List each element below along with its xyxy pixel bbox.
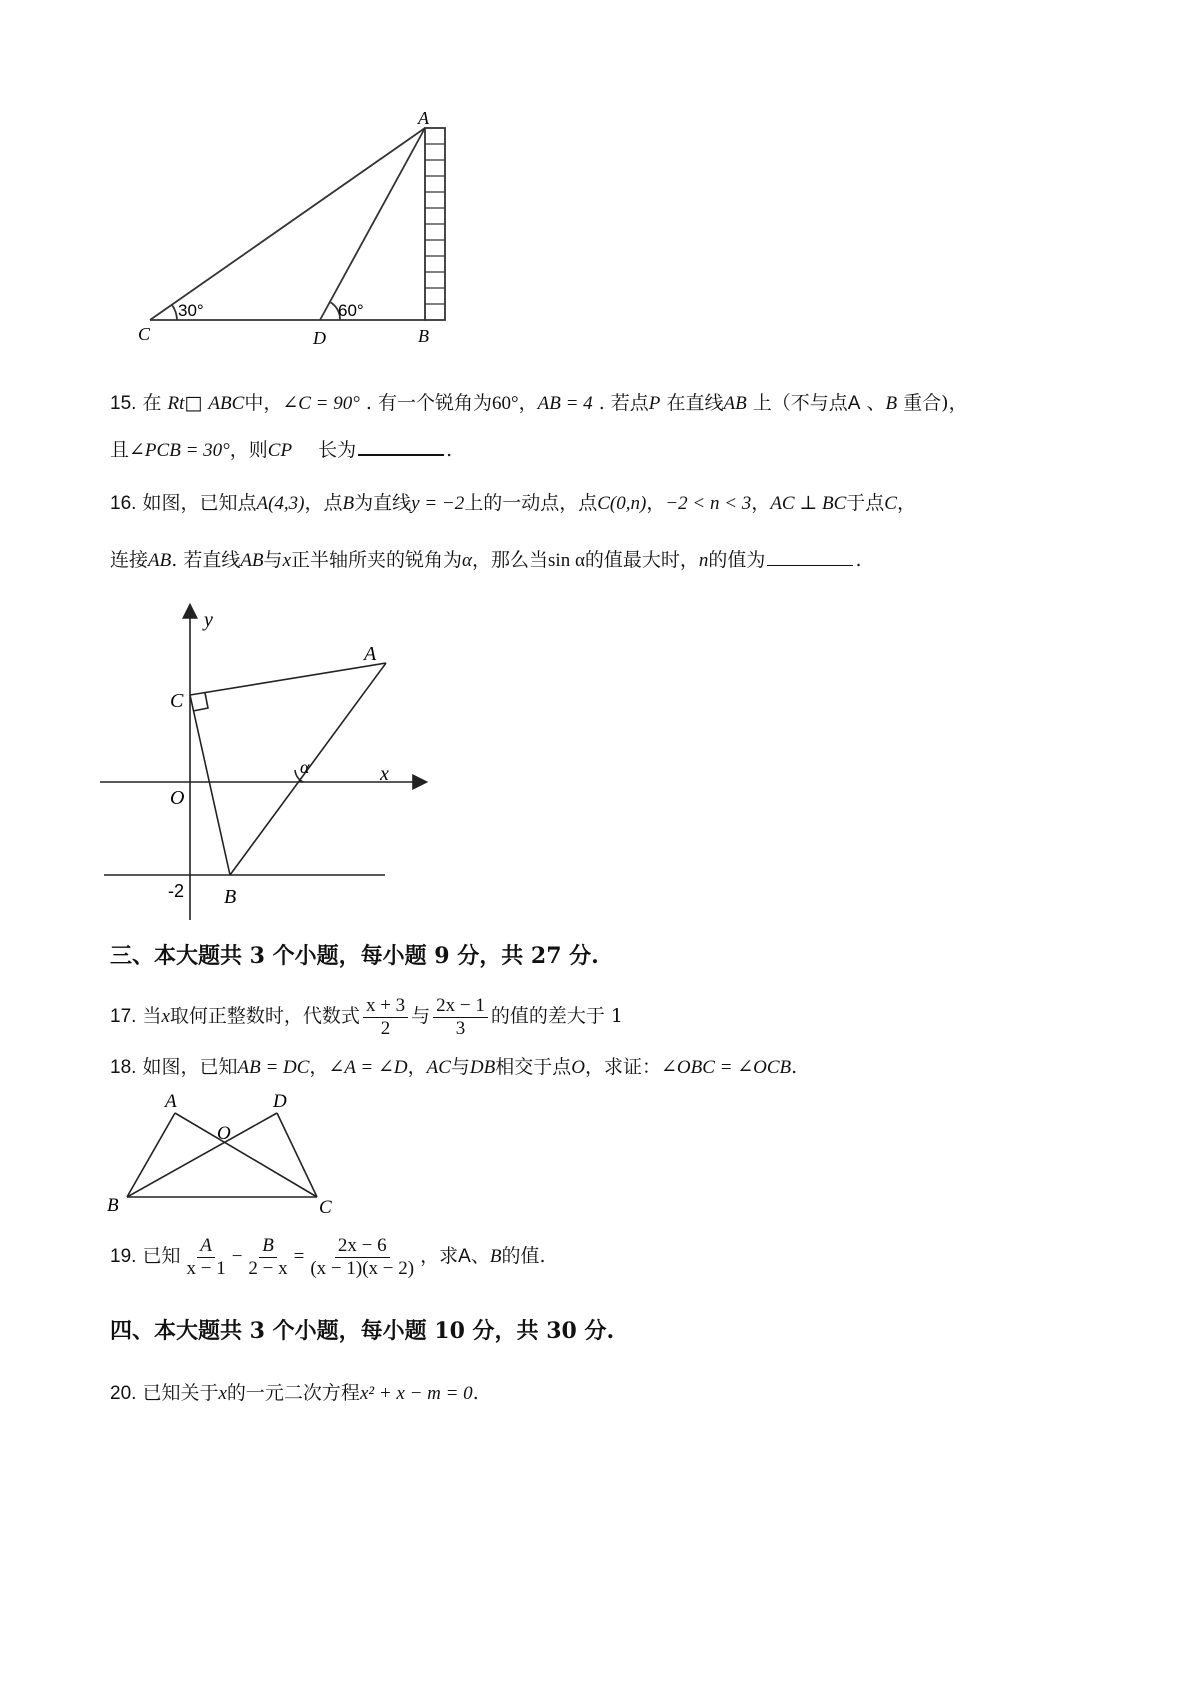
label-a: A <box>364 643 377 665</box>
segment-ac <box>175 1113 317 1197</box>
label-x: x <box>380 763 389 785</box>
label-y: y <box>204 609 213 631</box>
question-20: 20. 已知关于x的一元二次方程x² + x − m = 0. <box>110 1382 479 1404</box>
label-a: A <box>418 108 429 128</box>
question-15-line-1: 15. 在 Rt□ ABC中，∠C = 90° . 有一个锐角为60°，AB = 4 . 若点P 在直线AB 上（不与点A 、B 重合)， <box>110 392 968 414</box>
label-b: B <box>107 1195 119 1215</box>
label-c: C <box>170 690 184 712</box>
question-16-line-2: 连接AB. 若直线AB与x正半轴所夹的锐角为α，那么当sin α的值最大时，n的值为 . <box>110 549 862 571</box>
label-o: O <box>170 787 185 809</box>
fraction-a: $\frac{A}{x - 1}$ <box>186 1234 226 1279</box>
label-alpha: α <box>300 757 310 777</box>
answer-blank-15[interactable] <box>358 436 444 456</box>
label-o: O <box>217 1123 231 1144</box>
figure-15-triangle <box>120 108 460 348</box>
label-d: D <box>313 328 326 348</box>
angle-30-label: 30° <box>178 301 204 320</box>
figure-16-coordinate-plane <box>100 600 440 920</box>
right-angle-marker <box>193 693 208 711</box>
fraction-rhs: $\frac{2x - 6}{(x - 1)(x - 2)}$ <box>310 1234 415 1279</box>
label-d: D <box>273 1091 287 1112</box>
label-b: B <box>224 886 237 908</box>
question-17: 17. 当x取何正整数时，代数式 $\frac{x + 3}{2}$ 与 $\frac{2x - 1}{3}$ 的值的差大于 1 <box>110 994 624 1039</box>
question-19: 19. 已知 $\frac{A}{x - 1}$ − $\frac{B}{2 - x}$ = $\frac{2x - 6}{(x - 1)(x - 2)}$ ，求A、B的值. <box>110 1234 546 1279</box>
label-b: B <box>418 326 429 346</box>
label-c: C <box>138 324 151 344</box>
segment-ca <box>190 663 386 695</box>
question-15-line-2: 且∠PCB = 30°，则CP 长为 . <box>110 436 452 465</box>
section-3-heading: 三、本大题共 3 个小题，每小题 9 分，共 27 分. <box>110 943 599 969</box>
angle-60-label: 60° <box>338 301 364 320</box>
section-4-heading: 四、本大题共 3 个小题，每小题 10 分，共 30 分. <box>110 1318 615 1344</box>
label-a: A <box>165 1091 177 1112</box>
fraction-b: $\frac{B}{2 - x}$ <box>248 1234 288 1279</box>
segment-cb <box>190 695 230 875</box>
label-c: C <box>319 1197 332 1215</box>
figure-18-triangles <box>105 1085 365 1215</box>
question-18: 18. 如图，已知AB = DC，∠A = ∠D，AC与DB相交于点O，求证：∠OBC = ∠OCB. <box>110 1056 798 1078</box>
segment-db <box>127 1113 277 1197</box>
fraction-1: $\frac{x + 3}{2}$ <box>363 995 408 1040</box>
label-minus-2: -2 <box>168 881 185 901</box>
fraction-2: $\frac{2x - 1}{3}$ <box>433 995 488 1040</box>
answer-blank-16[interactable] <box>767 547 853 566</box>
angle-arc-c <box>172 305 177 320</box>
line-da <box>320 128 425 320</box>
question-16-line-1: 16. 如图，已知点A(4,3)，点B为直线y = −2上的一动点，点C(0,n)，−2 < n < 3，AC ⊥ BC于点C， <box>110 492 916 514</box>
line-ca <box>150 128 425 320</box>
